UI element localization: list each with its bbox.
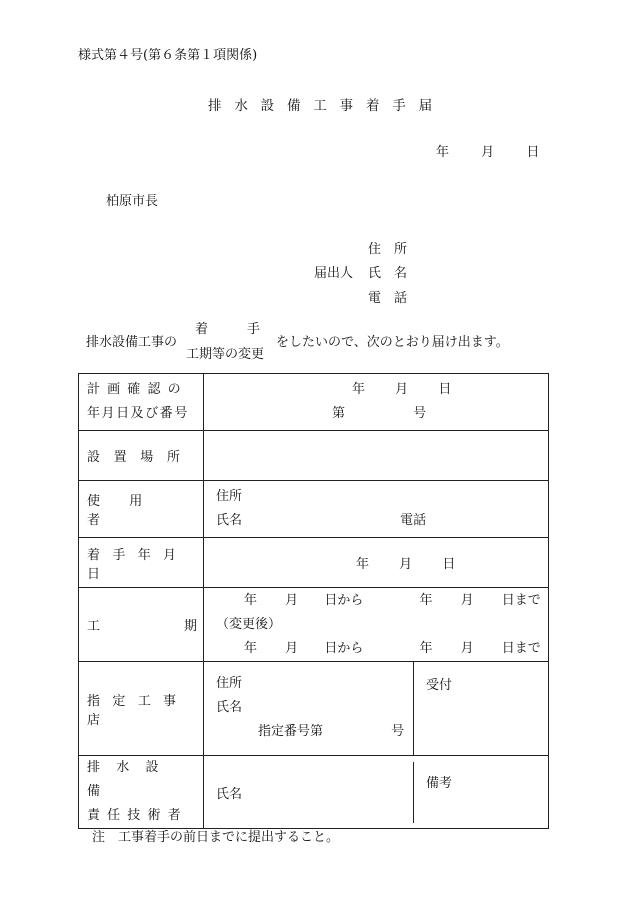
row-start-date	[79, 538, 549, 588]
applicant-role: 届出人	[314, 266, 354, 281]
period-line3-year: 年	[244, 640, 258, 656]
period-line1-month: 月	[285, 592, 299, 608]
remarks-label: 備考	[426, 775, 453, 791]
plan-year: 年	[352, 382, 366, 397]
footnote: 注 工事着手の前日までに提出すること。	[92, 830, 340, 845]
period-label-cell	[79, 588, 204, 662]
statement-option-start: 着 手	[195, 322, 261, 337]
plan-number-prefix: 第	[332, 406, 346, 421]
period-line1-year2: 年	[419, 592, 433, 608]
plan-label-cell	[79, 374, 204, 431]
user-value-cell[interactable]	[204, 481, 549, 538]
period-line3-from: 日から	[324, 640, 364, 656]
statement-suffix: をしたいので、次のとおり届け出ます。	[276, 335, 509, 350]
addressee: 柏原市長	[106, 194, 159, 209]
date-year: 年	[436, 145, 450, 160]
period-line3-month2: 月	[460, 640, 474, 656]
row-contractor	[79, 662, 549, 756]
plan-label-line2: 年月日及び番号	[87, 406, 189, 421]
start-date-label-cell	[79, 538, 204, 588]
engineer-name-label: 氏名	[216, 786, 243, 802]
engineer-details[interactable]	[204, 762, 413, 823]
contractor-name-label: 氏名	[216, 700, 243, 715]
row-location	[79, 431, 549, 481]
applicant-name-label: 氏 名	[368, 266, 408, 281]
engineer-value-cell	[204, 756, 549, 829]
location-label: 設置場所	[87, 450, 194, 465]
period-changed-label: （変更後）	[216, 616, 282, 632]
period-line3-year2: 年	[419, 640, 433, 656]
plan-number-suffix: 号	[413, 406, 427, 421]
start-date-label: 着手年月日	[87, 547, 189, 582]
period-label-right: 期	[183, 619, 197, 634]
period-line1-month2: 月	[460, 592, 474, 608]
period-line1-year: 年	[244, 592, 258, 608]
remarks-box	[413, 762, 548, 823]
period-line3-month: 月	[285, 640, 299, 656]
statement-prefix: 排水設備工事の	[86, 335, 178, 350]
contractor-value-cell	[204, 662, 549, 756]
period-line1-until: 日まで	[501, 592, 541, 608]
page-title: 排水設備工事着手届	[208, 98, 445, 114]
row-plan-confirmation	[79, 374, 549, 431]
applicant-phone-label: 電 話	[368, 291, 408, 306]
period-value-cell[interactable]	[204, 588, 549, 662]
row-engineer	[79, 756, 549, 829]
contractor-details[interactable]	[204, 662, 413, 755]
date-line	[436, 141, 539, 160]
plan-day: 日	[438, 382, 452, 397]
row-user	[79, 481, 549, 538]
engineer-label-line1: 排水設備	[87, 760, 175, 799]
contractor-label-cell	[79, 662, 204, 756]
receipt-box	[413, 662, 548, 755]
contractor-number-suffix: 号	[391, 724, 405, 739]
location-value-cell[interactable]	[204, 431, 549, 481]
plan-label-line1: 計画確認の	[87, 382, 188, 397]
engineer-label-line2: 責任技術者	[87, 808, 188, 823]
user-name-label: 氏名	[216, 513, 243, 528]
period-line3-until: 日まで	[501, 640, 541, 656]
plan-value-cell	[204, 374, 549, 431]
engineer-label-cell	[79, 756, 204, 829]
date-month: 月	[481, 145, 495, 160]
statement-option-change: 工期等の変更	[186, 347, 265, 362]
user-label: 使用者	[87, 494, 172, 528]
period-label-left: 工	[87, 619, 101, 634]
contractor-number-prefix: 指定番号第	[258, 724, 324, 739]
form-number: 様式第４号(第６条第１項関係)	[78, 48, 258, 63]
start-day: 日	[442, 557, 456, 572]
start-year: 年	[356, 557, 370, 572]
date-day: 日	[526, 145, 540, 160]
period-line1-from: 日から	[324, 592, 364, 608]
start-date-value-cell[interactable]	[204, 538, 549, 588]
plan-month: 月	[395, 382, 409, 397]
location-label-cell	[79, 431, 204, 481]
receipt-label: 受付	[426, 678, 453, 693]
contractor-address-label: 住所	[216, 676, 243, 691]
application-table	[78, 373, 549, 829]
contractor-label: 指定工事店	[87, 693, 189, 728]
applicant-address-label: 住 所	[368, 242, 408, 257]
row-period	[79, 588, 549, 662]
user-label-cell	[79, 481, 204, 538]
start-month: 月	[399, 557, 413, 572]
user-phone-label: 電話	[400, 513, 427, 528]
user-address-label: 住所	[216, 489, 243, 504]
